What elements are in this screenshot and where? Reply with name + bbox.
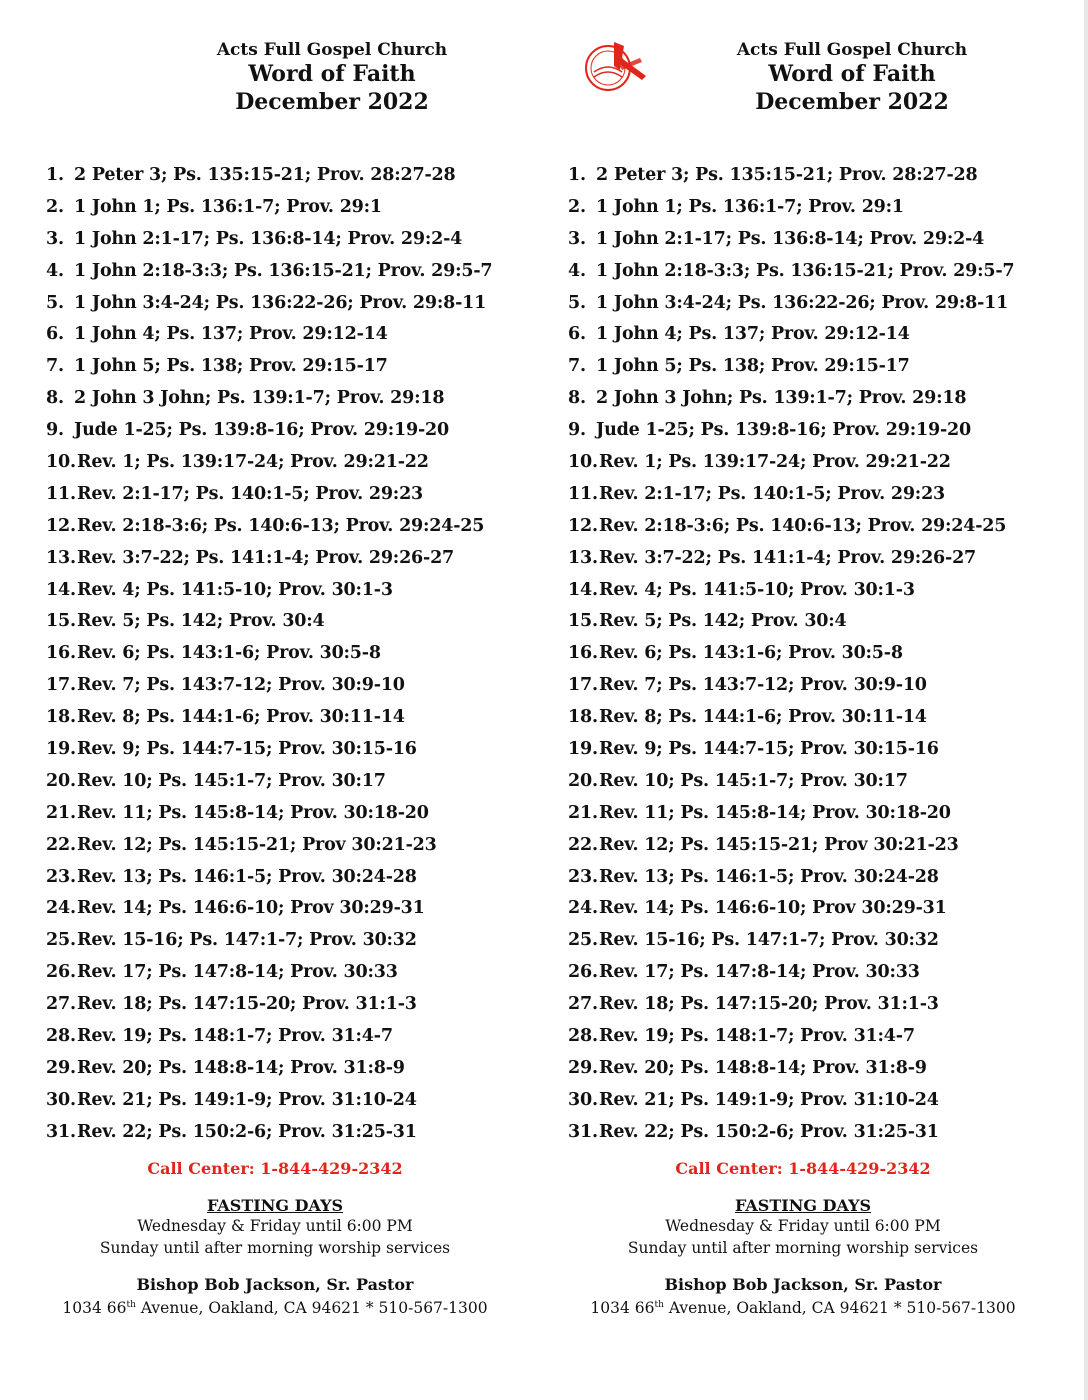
reading-item <box>46 415 492 447</box>
reading-item <box>46 256 492 288</box>
reading-text: Rev. 8; Ps. 144:1-6; Prov. 30:11-14 <box>77 707 405 728</box>
reading-text: 2 Peter 3; Ps. 135:15-21; Prov. 28:27-28 <box>74 165 456 185</box>
reading-text: Rev. 6; Ps. 143:1-6; Prov. 30:5-8 <box>599 643 903 664</box>
reading-text: Rev. 1; Ps. 139:17-24; Prov. 29:21-22 <box>599 452 951 473</box>
reading-item <box>46 479 492 511</box>
reading-number: 21. <box>568 802 598 823</box>
reading-item <box>46 575 492 607</box>
reading-number: 9. <box>568 420 586 441</box>
reading-text: Rev. 2:18-3:6; Ps. 140:6-13; Prov. 29:24-25 <box>77 515 485 536</box>
reading-number: 23. <box>46 866 76 887</box>
reading-text: Rev. 15-16; Ps. 147:1-7; Prov. 30:32 <box>599 930 939 951</box>
reading-item <box>46 383 492 415</box>
reading-number: 15. <box>46 611 76 632</box>
fasting-line-1: Wednesday & Friday until 6:00 PM <box>137 1217 413 1235</box>
reading-text: 1 John 5; Ps. 138; Prov. 29:15-17 <box>596 356 910 377</box>
reading-item <box>568 288 1014 320</box>
reading-item <box>46 606 492 638</box>
reading-number: 19. <box>46 739 76 760</box>
reading-item <box>568 925 1014 957</box>
header <box>172 39 492 116</box>
reading-number: 8. <box>46 388 64 409</box>
reading-text: Rev. 9; Ps. 144:7-15; Prov. 30:15-16 <box>599 739 939 760</box>
reading-number: 26. <box>568 962 598 983</box>
reading-number: 9. <box>46 420 64 441</box>
reading-item <box>568 479 1014 511</box>
reading-item <box>568 192 1014 224</box>
reading-number: 4. <box>46 260 64 281</box>
address: 1034 66th Avenue, Oakland, CA 94621 * 510-567-1300 <box>62 1299 488 1318</box>
reading-number: 5. <box>568 292 586 313</box>
reading-item <box>46 766 492 798</box>
reading-text: Rev. 10; Ps. 145:1-7; Prov. 30:17 <box>599 770 908 791</box>
reading-number: 27. <box>568 994 598 1015</box>
reading-number: 2. <box>568 196 586 217</box>
reading-item <box>46 351 492 383</box>
reading-item <box>46 511 492 543</box>
reading-number: 16. <box>568 643 598 664</box>
reading-number: 18. <box>46 707 76 728</box>
reading-item <box>46 319 492 351</box>
footer <box>20 1157 530 1320</box>
fasting-heading: FASTING DAYS <box>734 1196 872 1215</box>
pastor-name: Bishop Bob Jackson, Sr. Pastor <box>664 1275 942 1294</box>
reading-number: 17. <box>46 675 76 696</box>
reading-item <box>568 638 1014 670</box>
reading-item <box>568 1021 1014 1053</box>
reading-number: 17. <box>568 675 598 696</box>
reading-text: Rev. 7; Ps. 143:7-12; Prov. 30:9-10 <box>77 675 405 696</box>
reading-item <box>46 288 492 320</box>
reading-number: 7. <box>568 356 586 377</box>
call-center: Call Center: 1-844-429-2342 <box>675 1159 931 1178</box>
reading-item <box>568 766 1014 798</box>
reading-number: 13. <box>568 547 598 568</box>
reading-number: 3. <box>46 228 64 249</box>
reading-number: 25. <box>46 930 76 951</box>
reading-number: 31. <box>46 1121 76 1142</box>
reading-text: Rev. 14; Ps. 146:6-10; Prov 30:29-31 <box>599 898 947 919</box>
reading-text: 1 John 4; Ps. 137; Prov. 29:12-14 <box>596 324 910 345</box>
reading-text: Rev. 13; Ps. 146:1-5; Prov. 30:24-28 <box>599 866 939 887</box>
church-name: Acts Full Gospel Church <box>736 40 968 60</box>
reading-text: Rev. 1; Ps. 139:17-24; Prov. 29:21-22 <box>77 452 429 473</box>
reading-number: 30. <box>46 1089 76 1110</box>
reading-text: 1 John 5; Ps. 138; Prov. 29:15-17 <box>74 356 388 377</box>
reading-text: Rev. 19; Ps. 148:1-7; Prov. 31:4-7 <box>77 1026 393 1047</box>
reading-number: 28. <box>46 1026 76 1047</box>
reading-text: Rev. 22; Ps. 150:2-6; Prov. 31:25-31 <box>599 1121 939 1142</box>
reading-item <box>568 351 1014 383</box>
reading-text: 2 Peter 3; Ps. 135:15-21; Prov. 28:27-28 <box>596 165 978 185</box>
reading-text: Rev. 14; Ps. 146:6-10; Prov 30:29-31 <box>77 898 425 919</box>
reading-number: 16. <box>46 643 76 664</box>
reading-number: 13. <box>46 547 76 568</box>
reading-number: 1. <box>46 165 64 185</box>
reading-text: Rev. 12; Ps. 145:15-21; Prov 30:21-23 <box>77 834 437 855</box>
address: 1034 66th Avenue, Oakland, CA 94621 * 510-567-1300 <box>590 1299 1016 1318</box>
reading-text: Rev. 8; Ps. 144:1-6; Prov. 30:11-14 <box>599 707 927 728</box>
reading-item <box>568 543 1014 575</box>
reading-text: 1 John 2:1-17; Ps. 136:8-14; Prov. 29:2-4 <box>74 228 463 249</box>
reading-number: 19. <box>568 739 598 760</box>
reading-text: 1 John 1; Ps. 136:1-7; Prov. 29:1 <box>596 196 904 217</box>
reading-number: 14. <box>568 579 598 600</box>
reading-number: 6. <box>46 324 64 345</box>
reading-text: Rev. 12; Ps. 145:15-21; Prov 30:21-23 <box>599 834 959 855</box>
reading-text: Jude 1-25; Ps. 139:8-16; Prov. 29:19-20 <box>74 420 449 441</box>
reading-text: Rev. 5; Ps. 142; Prov. 30:4 <box>599 611 847 632</box>
reading-number: 20. <box>568 770 598 791</box>
reading-text: Rev. 5; Ps. 142; Prov. 30:4 <box>77 611 325 632</box>
month-label: December 2022 <box>755 89 949 115</box>
reading-text: Rev. 19; Ps. 148:1-7; Prov. 31:4-7 <box>599 1026 915 1047</box>
reading-item <box>46 862 492 894</box>
page-title: Word of Faith <box>248 61 416 87</box>
reading-item <box>568 862 1014 894</box>
reading-text: 1 John 2:1-17; Ps. 136:8-14; Prov. 29:2-4 <box>596 228 985 249</box>
left-column <box>0 0 520 1400</box>
reading-item <box>568 224 1014 256</box>
reading-text: Rev. 11; Ps. 145:8-14; Prov. 30:18-20 <box>599 802 951 823</box>
reading-text: Rev. 20; Ps. 148:8-14; Prov. 31:8-9 <box>77 1057 405 1078</box>
reading-item <box>568 893 1014 925</box>
reading-number: 29. <box>46 1057 76 1078</box>
reading-number: 31. <box>568 1121 598 1142</box>
reading-item <box>46 957 492 989</box>
reading-item <box>568 957 1014 989</box>
reading-text: Rev. 13; Ps. 146:1-5; Prov. 30:24-28 <box>77 866 417 887</box>
reading-item <box>46 893 492 925</box>
reading-item <box>568 319 1014 351</box>
reading-number: 4. <box>568 260 586 281</box>
reading-item <box>46 925 492 957</box>
reading-item <box>568 447 1014 479</box>
reading-item <box>568 575 1014 607</box>
reading-number: 26. <box>46 962 76 983</box>
reading-number: 29. <box>568 1057 598 1078</box>
reading-item <box>568 383 1014 415</box>
fasting-line-2: Sunday until after morning worship services <box>627 1238 979 1257</box>
reading-text: 1 John 2:18-3:3; Ps. 136:15-21; Prov. 29:5-7 <box>596 260 1015 281</box>
reading-item <box>46 670 492 702</box>
reading-item <box>46 192 492 224</box>
reading-number: 21. <box>46 802 76 823</box>
reading-number: 15. <box>568 611 598 632</box>
reading-number: 6. <box>568 324 586 345</box>
reading-text: Rev. 2:18-3:6; Ps. 140:6-13; Prov. 29:24-25 <box>599 515 1007 536</box>
reading-text: Rev. 2:1-17; Ps. 140:1-5; Prov. 29:23 <box>599 483 946 504</box>
reading-text: Rev. 6; Ps. 143:1-6; Prov. 30:5-8 <box>77 643 381 664</box>
reading-number: 22. <box>46 834 76 855</box>
month-label: December 2022 <box>235 89 429 115</box>
reading-item <box>46 798 492 830</box>
reading-text: Rev. 10; Ps. 145:1-7; Prov. 30:17 <box>77 770 386 791</box>
reading-item <box>46 702 492 734</box>
reading-number: 11. <box>568 483 598 504</box>
reading-number: 22. <box>568 834 598 855</box>
fasting-line-1: Wednesday & Friday until 6:00 PM <box>665 1217 941 1235</box>
reading-item <box>46 830 492 862</box>
reading-number: 12. <box>568 515 598 536</box>
reading-number: 23. <box>568 866 598 887</box>
reading-number: 18. <box>568 707 598 728</box>
reading-item <box>568 734 1014 766</box>
reading-number: 11. <box>46 483 76 504</box>
call-center: Call Center: 1-844-429-2342 <box>147 1159 403 1178</box>
reading-number: 25. <box>568 930 598 951</box>
reading-number: 8. <box>568 388 586 409</box>
reading-item <box>568 415 1014 447</box>
reading-number: 30. <box>568 1089 598 1110</box>
page-title: Word of Faith <box>768 61 936 87</box>
church-name: Acts Full Gospel Church <box>216 40 448 60</box>
reading-item <box>46 638 492 670</box>
reading-text: Rev. 17; Ps. 147:8-14; Prov. 30:33 <box>599 962 920 983</box>
pastor-name: Bishop Bob Jackson, Sr. Pastor <box>136 1275 414 1294</box>
reading-text: 1 John 4; Ps. 137; Prov. 29:12-14 <box>74 324 388 345</box>
reading-item <box>568 511 1014 543</box>
page-edge <box>1084 0 1088 1400</box>
reading-number: 2. <box>46 196 64 217</box>
right-column <box>522 0 1042 1400</box>
footer <box>548 1157 1058 1320</box>
reading-item <box>568 989 1014 1021</box>
reading-item <box>46 989 492 1021</box>
reading-item <box>568 1085 1014 1117</box>
reading-item <box>46 160 492 192</box>
reading-item <box>568 702 1014 734</box>
reading-text: Rev. 15-16; Ps. 147:1-7; Prov. 30:32 <box>77 930 417 951</box>
reading-number: 27. <box>46 994 76 1015</box>
reading-item <box>46 1053 492 1085</box>
reading-text: Rev. 2:1-17; Ps. 140:1-5; Prov. 29:23 <box>77 483 424 504</box>
reading-item <box>46 1085 492 1117</box>
reading-item <box>568 670 1014 702</box>
header <box>692 39 1012 116</box>
reading-text: Rev. 4; Ps. 141:5-10; Prov. 30:1-3 <box>599 579 915 600</box>
reading-item <box>46 447 492 479</box>
reading-text: 2 John 3 John; Ps. 139:1-7; Prov. 29:18 <box>596 388 967 409</box>
fasting-heading: FASTING DAYS <box>206 1196 344 1215</box>
reading-text: Rev. 18; Ps. 147:15-20; Prov. 31:1-3 <box>77 994 417 1015</box>
reading-item <box>46 734 492 766</box>
reading-text: 1 John 1; Ps. 136:1-7; Prov. 29:1 <box>74 196 382 217</box>
reading-text: Rev. 22; Ps. 150:2-6; Prov. 31:25-31 <box>77 1121 417 1142</box>
reading-item <box>46 543 492 575</box>
reading-text: Rev. 18; Ps. 147:15-20; Prov. 31:1-3 <box>599 994 939 1015</box>
reading-item <box>46 1021 492 1053</box>
reading-text: Jude 1-25; Ps. 139:8-16; Prov. 29:19-20 <box>596 420 971 441</box>
reading-number: 3. <box>568 228 586 249</box>
reading-text: 1 John 3:4-24; Ps. 136:22-26; Prov. 29:8-11 <box>74 292 487 313</box>
reading-item <box>568 798 1014 830</box>
reading-item <box>568 256 1014 288</box>
reading-item <box>568 606 1014 638</box>
reading-text: Rev. 7; Ps. 143:7-12; Prov. 30:9-10 <box>599 675 927 696</box>
reading-item <box>568 1117 1014 1149</box>
reading-text: Rev. 9; Ps. 144:7-15; Prov. 30:15-16 <box>77 739 417 760</box>
reading-text: Rev. 4; Ps. 141:5-10; Prov. 30:1-3 <box>77 579 393 600</box>
reading-number: 10. <box>46 452 76 473</box>
reading-item <box>568 1053 1014 1085</box>
reading-text: Rev. 21; Ps. 149:1-9; Prov. 31:10-24 <box>599 1089 939 1110</box>
reading-text: Rev. 21; Ps. 149:1-9; Prov. 31:10-24 <box>77 1089 417 1110</box>
reading-number: 7. <box>46 356 64 377</box>
reading-text: Rev. 3:7-22; Ps. 141:1-4; Prov. 29:26-27 <box>77 547 455 568</box>
reading-list <box>46 160 492 1149</box>
reading-text: Rev. 11; Ps. 145:8-14; Prov. 30:18-20 <box>77 802 429 823</box>
reading-number: 5. <box>46 292 64 313</box>
reading-text: 2 John 3 John; Ps. 139:1-7; Prov. 29:18 <box>74 388 445 409</box>
reading-text: Rev. 17; Ps. 147:8-14; Prov. 30:33 <box>77 962 398 983</box>
reading-number: 24. <box>46 898 76 919</box>
reading-number: 14. <box>46 579 76 600</box>
reading-number: 1. <box>568 165 586 185</box>
reading-text: Rev. 3:7-22; Ps. 141:1-4; Prov. 29:26-27 <box>599 547 977 568</box>
fasting-line-2: Sunday until after morning worship services <box>99 1238 451 1257</box>
reading-item <box>46 224 492 256</box>
reading-list <box>568 160 1014 1149</box>
reading-item <box>568 160 1014 192</box>
reading-text: 1 John 3:4-24; Ps. 136:22-26; Prov. 29:8-11 <box>596 292 1009 313</box>
reading-text: Rev. 20; Ps. 148:8-14; Prov. 31:8-9 <box>599 1057 927 1078</box>
reading-number: 28. <box>568 1026 598 1047</box>
reading-number: 12. <box>46 515 76 536</box>
reading-item <box>46 1117 492 1149</box>
reading-text: 1 John 2:18-3:3; Ps. 136:15-21; Prov. 29:5-7 <box>74 260 493 281</box>
reading-item <box>568 830 1014 862</box>
reading-number: 24. <box>568 898 598 919</box>
reading-number: 10. <box>568 452 598 473</box>
reading-number: 20. <box>46 770 76 791</box>
